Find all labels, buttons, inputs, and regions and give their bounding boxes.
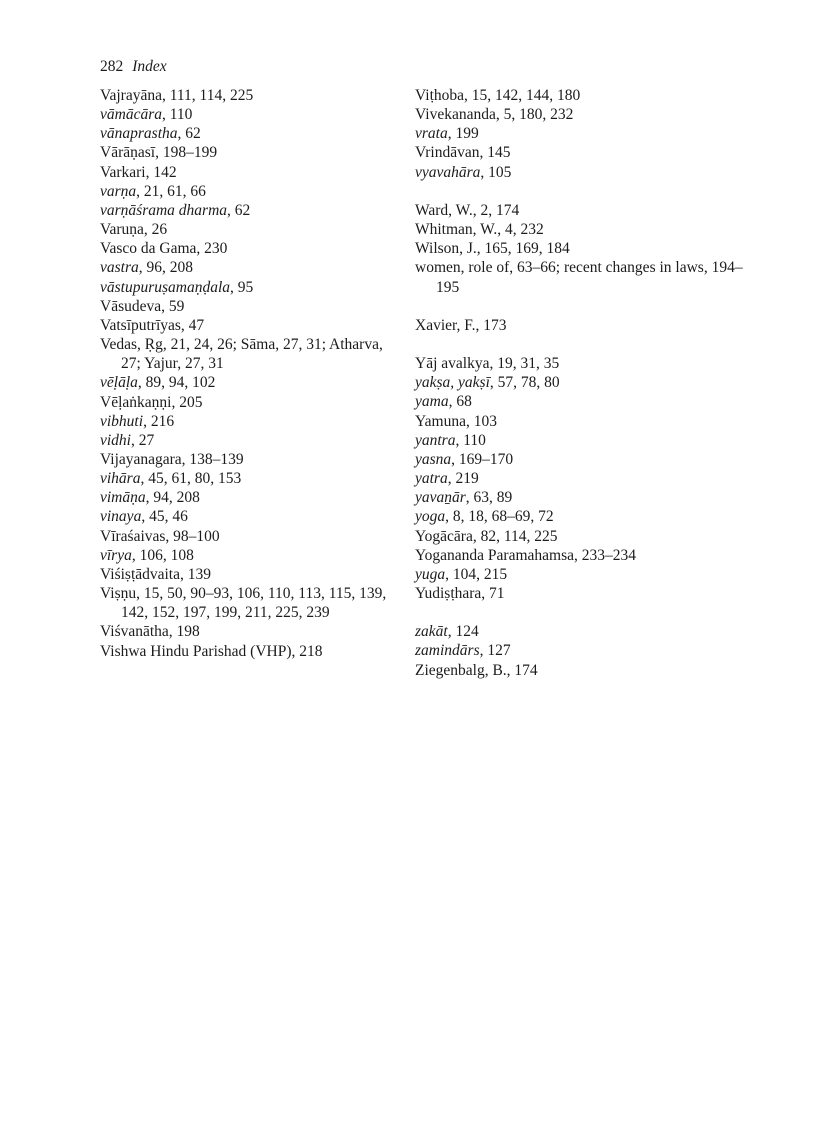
index-text: Varuṇa, 26 xyxy=(100,221,168,239)
index-term-italic: yasna xyxy=(415,450,452,468)
index-text: , 27 xyxy=(131,431,155,449)
index-entry xyxy=(100,143,400,162)
index-text: Wilson, J., 165, 169, 184 xyxy=(415,240,570,258)
index-entry xyxy=(100,393,400,412)
index-entry xyxy=(415,86,745,105)
index-text: Vatsīputrīyas, 47 xyxy=(100,316,205,334)
index-text: , 127 xyxy=(479,642,511,660)
index-text: Varkari, 142 xyxy=(100,163,177,181)
index-term-italic: vihāra xyxy=(100,470,141,488)
page-number: 282 xyxy=(100,58,124,75)
index-text: Ziegenbalg, B., 174 xyxy=(415,661,538,679)
index-text: , 45, 46 xyxy=(141,508,188,526)
index-text: Yogācāra, 82, 114, 225 xyxy=(415,527,558,545)
index-text: , 216 xyxy=(143,412,175,430)
index-text: , 106, 108 xyxy=(131,546,194,564)
index-entry xyxy=(415,641,745,660)
index-text: , 104, 215 xyxy=(445,565,508,583)
index-entry xyxy=(100,220,400,239)
index-entry xyxy=(415,469,745,488)
index-term-italic: vrata xyxy=(415,125,448,143)
index-text: , 94, 208 xyxy=(145,489,200,507)
index-entry xyxy=(415,392,745,411)
index-entry xyxy=(100,642,400,661)
index-text: , 124 xyxy=(447,623,479,641)
index-text: Vajrayāna, 111, 114, 225 xyxy=(100,87,254,104)
index-entry xyxy=(415,488,745,507)
index-text: Vīraśaivas, 98–100 xyxy=(100,527,220,545)
index-text: Viśvanātha, 198 xyxy=(100,623,200,641)
index-text: Vrindāvan, 145 xyxy=(415,144,511,162)
index-text: Vedas, Ṛg, 21, 24, 26; Sāma, 27, 31; Atharva, 27; Yajur, 27, 31 xyxy=(100,336,383,373)
index-text: Vivekananda, 5, 180, 232 xyxy=(415,106,574,124)
index-entry xyxy=(415,163,745,182)
index-text: Vishwa Hindu Parishad (VHP), 218 xyxy=(100,642,323,660)
index-entry xyxy=(100,163,400,182)
index-text: , 169–170 xyxy=(451,450,514,468)
index-text: Yogananda Paramahamsa, 233–234 xyxy=(415,546,636,564)
index-text: Vasco da Gama, 230 xyxy=(100,240,228,258)
index-entry xyxy=(100,412,400,431)
index-text: , 89, 94, 102 xyxy=(137,374,216,392)
index-entry xyxy=(415,661,745,680)
index-term-italic: yakṣa, yakṣī xyxy=(415,374,490,392)
index-entry xyxy=(100,584,400,622)
index-text: Whitman, W., 4, 232 xyxy=(415,221,544,239)
index-term-italic: yatra xyxy=(415,470,448,488)
letter-group-gap xyxy=(415,182,745,201)
letter-group-gap xyxy=(415,603,745,622)
index-entry xyxy=(415,450,745,469)
index-entry xyxy=(100,258,400,277)
index-text: , 45, 61, 80, 153 xyxy=(140,470,242,488)
index-text: , 62 xyxy=(227,201,251,219)
index-entry xyxy=(415,316,745,335)
index-entry xyxy=(100,86,400,105)
index-entry xyxy=(415,565,745,584)
index-entry xyxy=(100,335,400,373)
index-text: , 21, 61, 66 xyxy=(136,182,206,200)
index-entry xyxy=(415,258,745,296)
index-text: Vēḷaṅkaṇṇi, 205 xyxy=(100,393,203,411)
index-column-left xyxy=(100,86,400,661)
index-term-italic: zamindārs xyxy=(415,642,480,660)
index-entry xyxy=(100,450,400,469)
index-entry xyxy=(100,239,400,258)
section-title: Index xyxy=(132,58,167,75)
index-term-italic: varṇāśrama dharma xyxy=(100,201,228,219)
index-term-italic: vinaya xyxy=(100,508,142,526)
index-term-italic: vāmācāra xyxy=(100,106,162,124)
index-text: , 62 xyxy=(177,125,201,143)
index-text: , 63, 89 xyxy=(465,489,513,507)
index-term-italic: vīrya xyxy=(100,546,132,564)
index-entry xyxy=(415,584,745,603)
index-entry xyxy=(100,546,400,565)
index-term-italic: yoga xyxy=(415,508,446,526)
index-entry xyxy=(415,201,745,220)
index-entry xyxy=(415,412,745,431)
index-text: Xavier, F., 173 xyxy=(415,316,507,334)
index-entry xyxy=(415,431,745,450)
index-entry xyxy=(415,354,745,373)
index-entry xyxy=(100,527,400,546)
index-term-italic: vēḷāḷa xyxy=(100,374,138,392)
index-entry xyxy=(100,565,400,584)
letter-group-gap xyxy=(415,335,745,354)
index-text: women, role of, 63–66; recent changes in laws, 194–195 xyxy=(415,259,743,296)
index-entry xyxy=(100,469,400,488)
index-text: , 199 xyxy=(447,125,479,143)
index-text: , 110 xyxy=(162,106,193,124)
index-text: Yāj avalkya, 19, 31, 35 xyxy=(415,355,560,373)
index-text: Viṣṇu, 15, 50, 90–93, 106, 110, 113, 115, 139, 142, 152, 197, 199, 211, 225, 239 xyxy=(100,585,387,622)
index-entry xyxy=(100,201,400,220)
index-text: , 110 xyxy=(455,431,486,449)
index-entry xyxy=(100,431,400,450)
index-entry xyxy=(415,105,745,124)
index-entry xyxy=(100,488,400,507)
index-column-right xyxy=(415,86,745,680)
index-term-italic: vidhi xyxy=(100,431,131,449)
letter-group-gap xyxy=(415,297,745,316)
index-term-italic: vimāṇa xyxy=(100,489,146,507)
index-entry xyxy=(415,373,745,392)
index-term-italic: vāstupuruṣamaṇḍala xyxy=(100,278,231,296)
index-entry xyxy=(415,622,745,641)
index-entry xyxy=(100,373,400,392)
index-text: Yudiṣṭhara, 71 xyxy=(415,585,505,603)
index-term-italic: zakāt xyxy=(415,623,448,641)
index-term-italic: yantra xyxy=(415,431,456,449)
index-term-italic: yavaṉār xyxy=(415,489,466,507)
index-text: , 95 xyxy=(230,278,254,296)
index-entry xyxy=(100,316,400,335)
index-entry xyxy=(415,546,745,565)
index-text: Yamuna, 103 xyxy=(415,412,497,430)
index-text: Viśiṣṭādvaita, 139 xyxy=(100,565,211,583)
index-entry xyxy=(100,105,400,124)
index-text: , 105 xyxy=(480,163,512,181)
index-text: , 57, 78, 80 xyxy=(489,374,560,392)
index-entry xyxy=(100,278,400,297)
index-entry xyxy=(100,124,400,143)
index-text: , 8, 18, 68–69, 72 xyxy=(445,508,554,526)
index-text: Vijayanagara, 138–139 xyxy=(100,450,244,468)
index-text: Vārāṇasī, 198–199 xyxy=(100,144,218,162)
index-term-italic: vastra xyxy=(100,259,139,277)
index-term-italic: varṇa xyxy=(100,182,137,200)
index-text: Viṭhoba, 15, 142, 144, 180 xyxy=(415,87,581,104)
index-term-italic: vibhuti xyxy=(100,412,144,430)
index-entry xyxy=(415,124,745,143)
index-term-italic: yuga xyxy=(415,565,446,583)
index-entry xyxy=(100,507,400,526)
index-entry xyxy=(415,507,745,526)
index-entry xyxy=(100,622,400,641)
index-entry xyxy=(415,239,745,258)
index-entry xyxy=(100,297,400,316)
index-text: Vāsudeva, 59 xyxy=(100,297,185,315)
index-text: , 219 xyxy=(447,470,479,488)
index-entry xyxy=(415,143,745,162)
index-text: , 96, 208 xyxy=(138,259,193,277)
index-entry xyxy=(415,527,745,546)
index-term-italic: yama xyxy=(415,393,449,411)
index-entry xyxy=(415,220,745,239)
index-text: , 68 xyxy=(448,393,472,411)
index-term-italic: vānaprastha xyxy=(100,125,178,143)
index-term-italic: vyavahāra xyxy=(415,163,481,181)
index-entry xyxy=(100,182,400,201)
index-text: Ward, W., 2, 174 xyxy=(415,201,520,219)
running-head xyxy=(100,57,167,76)
